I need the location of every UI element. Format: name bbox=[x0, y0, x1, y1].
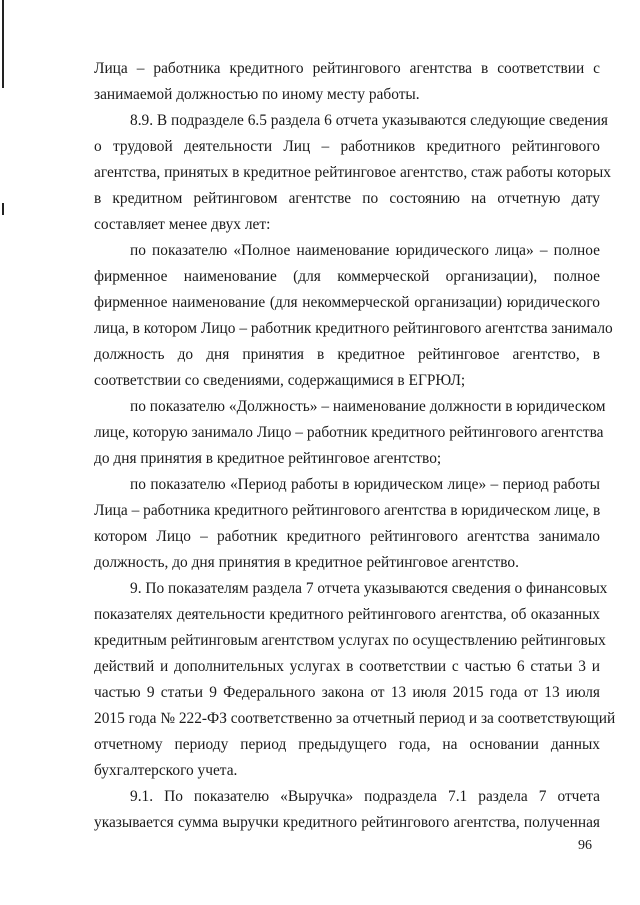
page-number: 96 bbox=[578, 838, 592, 853]
text-line: агентства, принятых в кредитное рейтинговое агентство, стаж работы которых bbox=[94, 164, 611, 181]
text-line: 2015 года № 222-ФЗ соответственно за отчетный период и за соответствующий bbox=[94, 710, 616, 727]
paragraph-9-start: 9. По показателям раздела 7 отчета указываются сведения о финансовых bbox=[130, 580, 608, 597]
text-line: котором Лицо – работник кредитного рейтингового агентства занимало bbox=[94, 528, 600, 545]
text-line: о трудовой деятельности Лиц – работников кредитного рейтингового bbox=[94, 138, 600, 155]
text-line: занимаемой должностью по иному месту работы. bbox=[94, 86, 420, 103]
text-line: фирменное наименование (для некоммерческой организации) юридического bbox=[94, 294, 600, 311]
document-body bbox=[94, 56, 616, 836]
text-line: лица, в котором Лицо – работник кредитного рейтингового агентства занимало bbox=[94, 320, 613, 337]
text-line: указывается сумма выручки кредитного рейтингового агентства, полученная bbox=[94, 814, 600, 831]
text-line: лице, которую занимало Лицо – работник кредитного рейтингового агентства bbox=[94, 424, 604, 441]
text-line: частью 9 статьи 9 Федерального закона от 13 июля 2015 года от 13 июля bbox=[94, 684, 600, 701]
text-line: соответствии со сведениями, содержащимися в ЕГРЮЛ; bbox=[94, 372, 466, 389]
text-line: до дня принятия в кредитное рейтинговое агентство; bbox=[94, 450, 442, 467]
text-line: должность до дня принятия в кредитное рейтинговое агентство, в bbox=[94, 346, 600, 363]
text-line: отчетному периоду период предыдущего года, на основании данных bbox=[94, 736, 600, 753]
indicator-full-name-start: по показателю «Полное наименование юридического лица» – полное bbox=[130, 242, 600, 259]
text-line: в кредитном рейтинговом агентстве по состоянию на отчетную дату bbox=[94, 190, 600, 207]
text-line: бухгалтерского учета. bbox=[94, 762, 238, 779]
paragraph-9-1-start: 9.1. По показателю «Выручка» подраздела 7.1 раздела 7 отчета bbox=[130, 788, 600, 805]
text-line: Лица – работника кредитного рейтингового агентства в юридическом лице, в bbox=[94, 502, 601, 519]
indicator-position-start: по показателю «Должность» – наименование должности в юридическом bbox=[130, 398, 606, 415]
text-line: фирменное наименование (для коммерческой организации), полное bbox=[94, 268, 600, 285]
text-line: показателях деятельности кредитного рейтингового агентства, об оказанных bbox=[94, 606, 600, 623]
text-line: действий и дополнительных услугах в соответствии с частью 6 статьи 3 и bbox=[94, 658, 600, 675]
text-line: должность, до дня принятия в кредитное рейтинговое агентство. bbox=[94, 554, 519, 571]
text-line: кредитным рейтинговым агентством услугах по осуществлению рейтинговых bbox=[94, 632, 606, 649]
text-line: Лица – работника кредитного рейтингового агентства в соответствии с bbox=[94, 60, 600, 77]
text-line: составляет менее двух лет: bbox=[94, 216, 271, 233]
indicator-work-period-start: по показателю «Период работы в юридическом лице» – период работы bbox=[130, 476, 600, 493]
binding-edge-mark bbox=[2, 203, 4, 215]
paragraph-8-9-start: 8.9. В подразделе 6.5 раздела 6 отчета указываются следующие сведения bbox=[130, 112, 608, 129]
binding-edge-mark bbox=[2, 0, 4, 88]
